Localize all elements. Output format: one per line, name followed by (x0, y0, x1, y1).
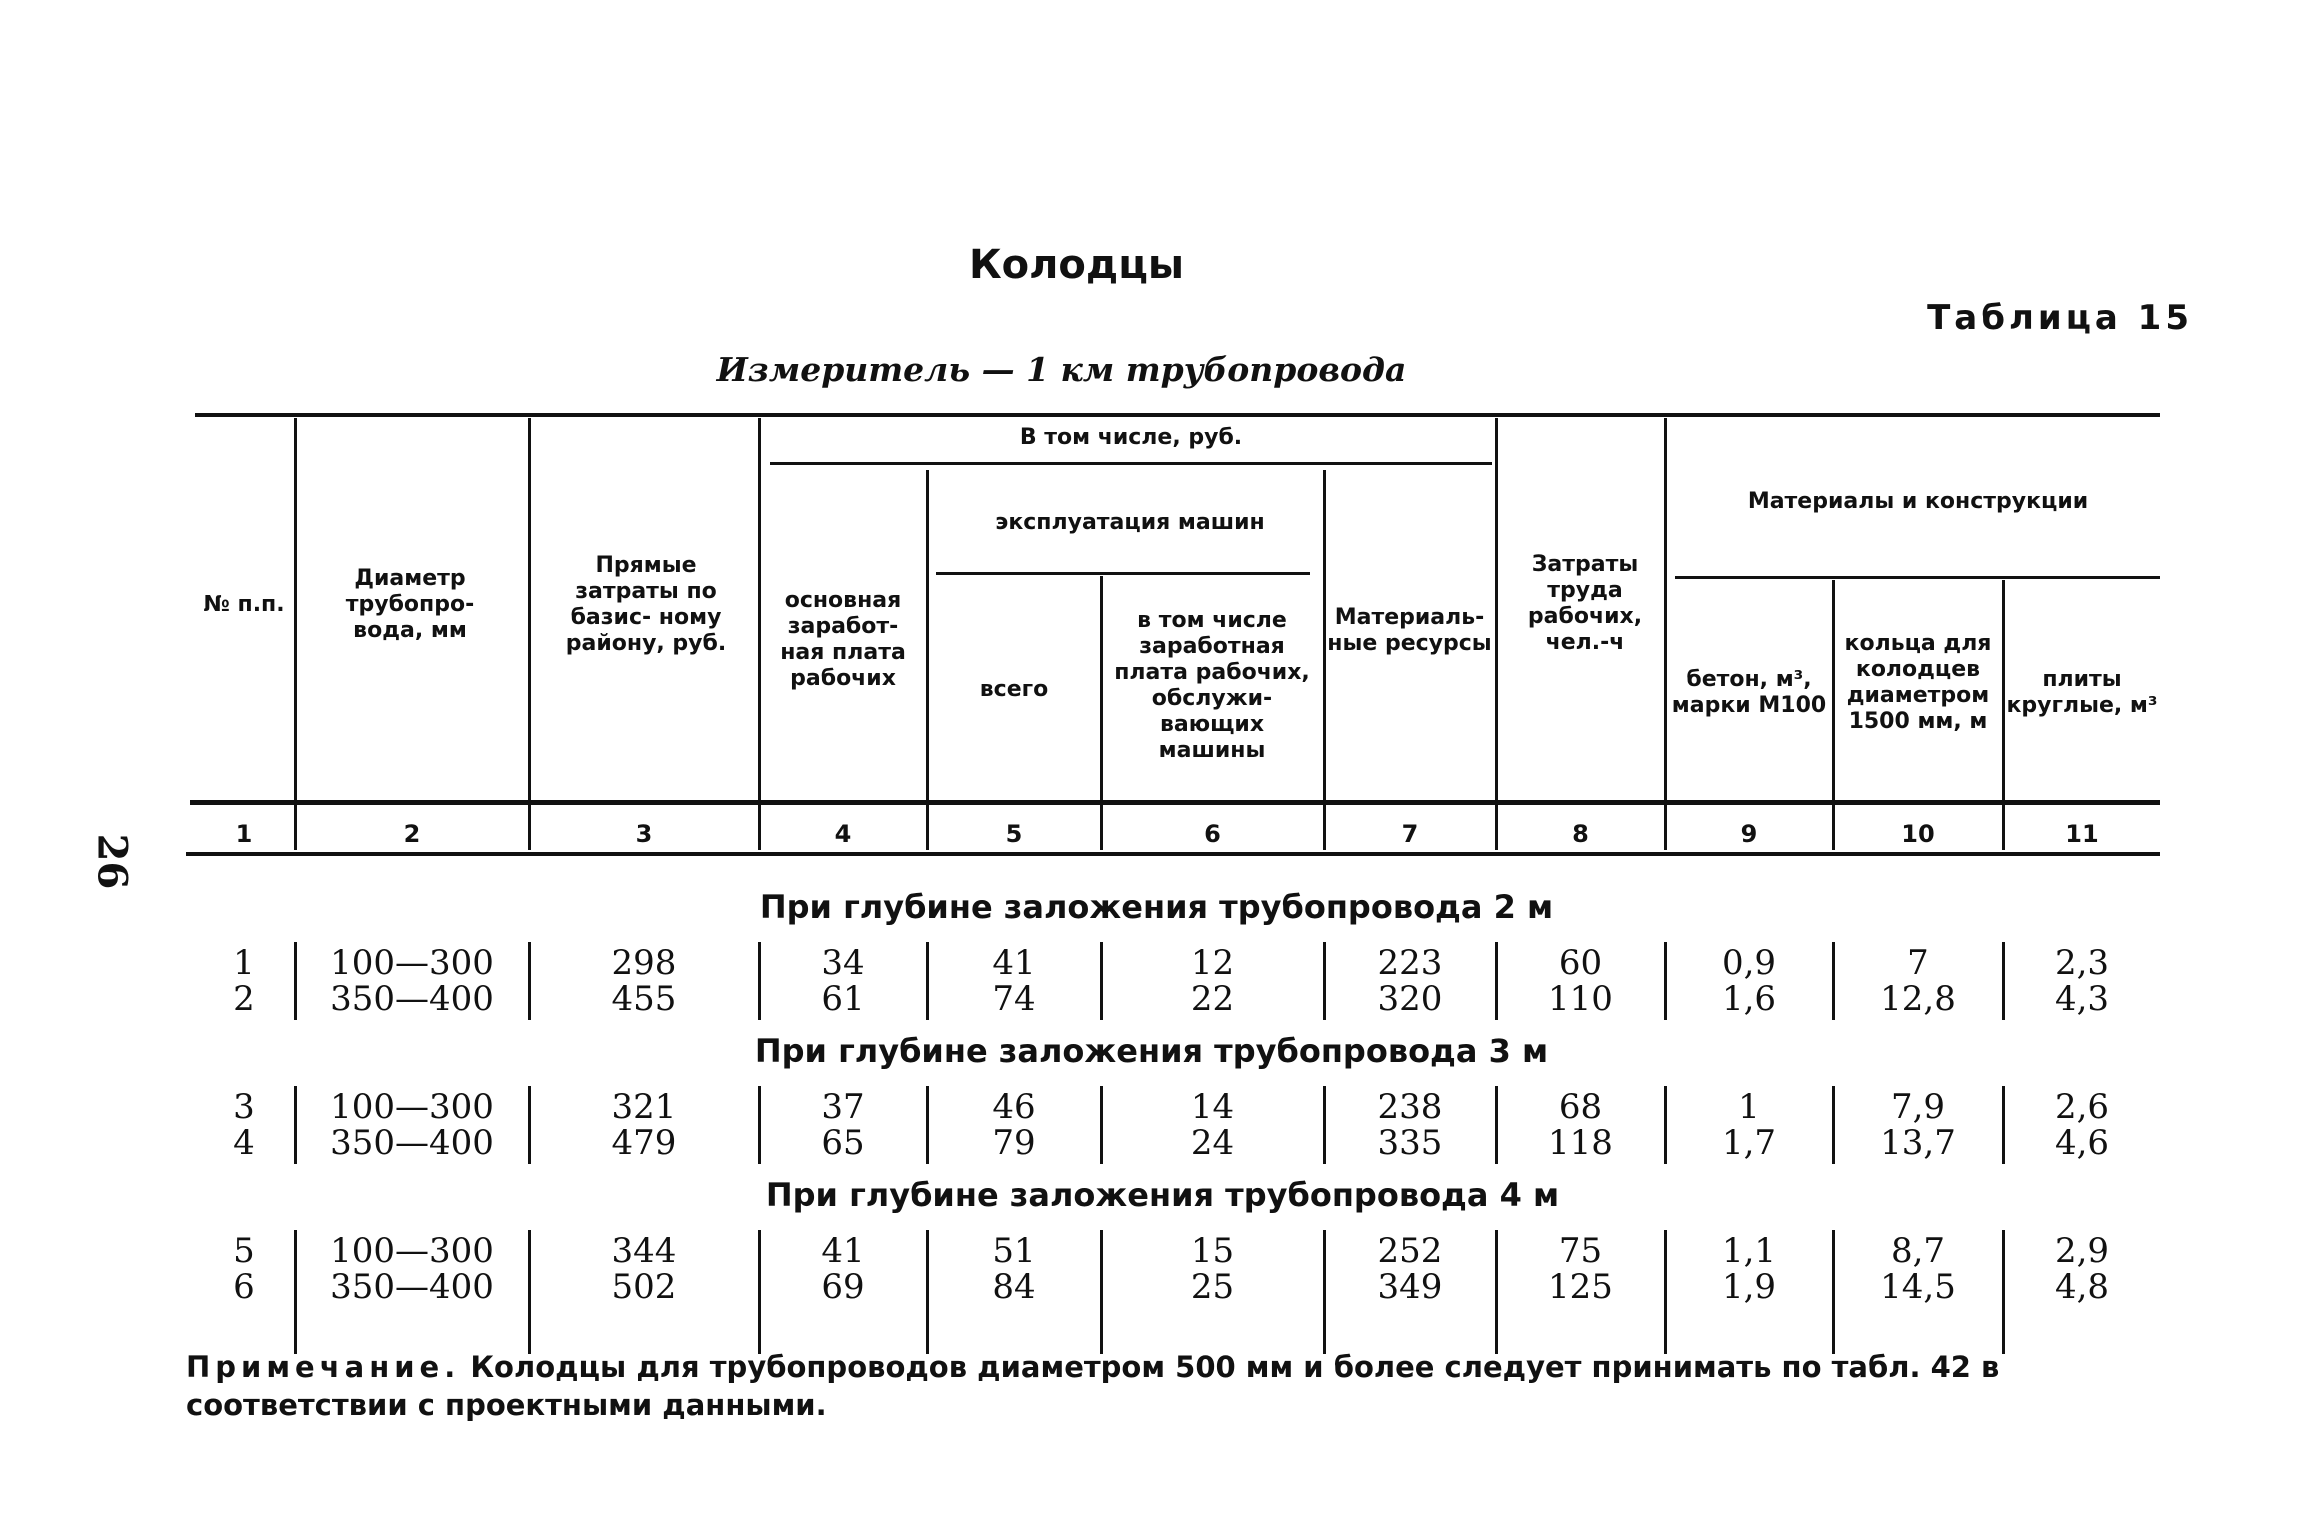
body-vline (1832, 1230, 1835, 1354)
body-vline (2002, 1086, 2005, 1164)
table-cell: 335 (1377, 1123, 1443, 1163)
table-cell: 24 (1190, 1123, 1235, 1163)
table-cell: 320 (1377, 979, 1443, 1019)
table-cell: 3 (233, 1087, 255, 1127)
table-cell: 223 (1377, 943, 1443, 983)
header-concrete: бетон, м³, марки М100 (1671, 667, 1827, 718)
table-cell: 1,7 (1721, 1123, 1777, 1163)
table-cell: 455 (611, 979, 677, 1019)
body-vline (758, 1230, 761, 1354)
header-machines-total: всего (979, 677, 1049, 702)
header-group-materials: Материалы и конструкции (1747, 489, 2089, 514)
footnote-text: Колодцы для трубопроводов диаметром 500 мм и более следует принимать по табл. 42 в соответствии с проектными данными. (186, 1350, 2000, 1422)
table-cell: 7 (1907, 943, 1929, 983)
table-cell: 118 (1548, 1123, 1613, 1163)
table-cell: 100—300 (330, 943, 494, 983)
table-top-rule (195, 413, 2160, 417)
table-cell: 25 (1190, 1267, 1235, 1307)
table-unit-caption: Измеритель — 1 км трубопровода (716, 350, 1407, 389)
header-bottom-rule (190, 800, 2160, 805)
hdr-vline-4 (926, 470, 929, 850)
table-cell: 4,6 (2054, 1123, 2110, 1163)
table-cell: 100—300 (330, 1231, 494, 1271)
table-cell: 4 (233, 1123, 255, 1163)
colnum-2: 2 (403, 820, 421, 848)
table-cell: 350—400 (330, 979, 494, 1019)
body-vline (1323, 1230, 1326, 1354)
colnum-10: 10 (1901, 820, 1935, 848)
section-title-depth-4m: При глубине заложения трубопровода 4 м (765, 1176, 1560, 1214)
header-direct-costs: Прямые затраты по базис- ному району, руб. (565, 553, 727, 656)
table-cell: 350—400 (330, 1267, 494, 1307)
table-cell: 75 (1558, 1231, 1603, 1271)
colnum-6: 6 (1204, 820, 1221, 848)
group-rub-rule (770, 462, 1492, 465)
table-cell: 502 (611, 1267, 677, 1307)
table-cell: 74 (992, 979, 1036, 1019)
table-cell: 298 (611, 943, 677, 983)
body-vline (1495, 1086, 1498, 1164)
body-vline (1664, 942, 1667, 1020)
header-labor-costs: Затраты труда рабочих, чел.-ч (1527, 552, 1643, 655)
header-rings: кольца для колодцев диаметром 1500 мм, м (1844, 631, 1992, 734)
table-cell: 69 (821, 1267, 865, 1307)
footnote-label: Примечание. (186, 1350, 461, 1384)
hdr-vline-2 (528, 418, 531, 850)
table-cell: 4,3 (2054, 979, 2110, 1019)
table-cell: 125 (1548, 1267, 1613, 1307)
colnum-bottom-rule (186, 852, 2160, 856)
table-cell: 238 (1377, 1087, 1443, 1127)
table-cell: 1,6 (1721, 979, 1777, 1019)
table-cell: 252 (1377, 1231, 1443, 1271)
hdr-vline-10 (2002, 580, 2005, 850)
table-cell: 13,7 (1880, 1123, 1956, 1163)
table-cell: 14 (1190, 1087, 1235, 1127)
body-vline (2002, 942, 2005, 1020)
table-cell: 2 (233, 979, 255, 1019)
table-cell: 12,8 (1880, 979, 1956, 1019)
body-vline (1664, 1086, 1667, 1164)
body-vline (2002, 1230, 2005, 1354)
body-vline (926, 1086, 929, 1164)
hdr-vline-5 (1100, 576, 1103, 850)
body-vline (528, 1230, 531, 1354)
colnum-3: 3 (635, 820, 653, 848)
table-cell: 46 (992, 1087, 1036, 1127)
header-base-wages: основная заработ- ная плата рабочих (780, 588, 906, 691)
colnum-11: 11 (2065, 820, 2099, 848)
footnote (186, 1348, 2196, 1424)
table-cell: 41 (992, 943, 1036, 983)
table-cell: 12 (1190, 943, 1235, 983)
table-cell: 15 (1190, 1231, 1235, 1271)
table-cell: 2,9 (2054, 1231, 2110, 1271)
body-vline (528, 942, 531, 1020)
table-cell: 4,8 (2054, 1267, 2110, 1307)
table-cell: 41 (821, 1231, 865, 1271)
table-cell: 5 (233, 1231, 255, 1271)
section-title-depth-3m: При глубине заложения трубопровода 3 м (754, 1032, 1549, 1070)
table-cell: 2,3 (2054, 943, 2110, 983)
table-cell: 344 (611, 1231, 677, 1271)
table-cell: 84 (992, 1267, 1036, 1307)
table-cell: 79 (992, 1123, 1036, 1163)
colnum-1: 1 (235, 820, 253, 848)
table-cell: 350—400 (330, 1123, 494, 1163)
table-cell: 8,7 (1890, 1231, 1946, 1271)
table-cell: 51 (992, 1231, 1036, 1271)
table-cell: 7,9 (1890, 1087, 1946, 1127)
hdr-vline-8 (1664, 418, 1667, 850)
body-vline (1664, 1230, 1667, 1354)
table-cell: 34 (821, 943, 865, 983)
table-cell: 0,9 (1721, 943, 1777, 983)
body-vline (1832, 1086, 1835, 1164)
body-vline (294, 1230, 297, 1354)
body-vline (926, 1230, 929, 1354)
table-cell: 68 (1558, 1087, 1603, 1127)
table-cell: 1 (1738, 1087, 1760, 1127)
header-machine-operator-wages: в том числе заработная плата рабочих, обслужи- вающих машины (1114, 608, 1310, 763)
group-materials-rule (1675, 576, 2160, 579)
colnum-7: 7 (1401, 820, 1419, 848)
header-group-rub: В том числе, руб. (1019, 425, 1243, 450)
header-round-slabs: плиты круглые, м³ (2006, 667, 2158, 718)
body-vline (758, 1086, 761, 1164)
table-cell: 37 (821, 1087, 865, 1127)
table-cell: 349 (1377, 1267, 1443, 1307)
body-vline (528, 1086, 531, 1164)
header-diameter: Диаметр трубопро- вода, мм (345, 566, 475, 643)
body-vline (1100, 1230, 1103, 1354)
hdr-vline-1 (294, 418, 297, 850)
hdr-vline-7 (1495, 418, 1498, 850)
header-col-number: № п.п. (203, 592, 285, 617)
body-vline (1832, 942, 1835, 1020)
colnum-4: 4 (834, 820, 852, 848)
body-vline (294, 942, 297, 1020)
body-vline (1100, 1086, 1103, 1164)
hdr-vline-3 (758, 418, 761, 850)
body-vline (1495, 942, 1498, 1020)
table-cell: 61 (821, 979, 865, 1019)
table-cell: 110 (1548, 979, 1613, 1019)
table-cell: 321 (611, 1087, 677, 1127)
page-number: 26 (88, 833, 136, 890)
body-vline (1323, 1086, 1326, 1164)
body-vline (294, 1086, 297, 1164)
header-material-resources: Материаль- ные ресурсы (1327, 605, 1492, 656)
page-title: Колодцы (968, 242, 1185, 288)
colnum-9: 9 (1740, 820, 1758, 848)
body-vline (758, 942, 761, 1020)
header-group-machines: эксплуатация машин (995, 510, 1265, 535)
table-cell: 22 (1190, 979, 1235, 1019)
table-cell: 1,1 (1721, 1231, 1777, 1271)
group-machines-rule (936, 572, 1310, 575)
table-cell: 1 (233, 943, 255, 983)
body-vline (1323, 942, 1326, 1020)
body-vline (926, 942, 929, 1020)
body-vline (1495, 1230, 1498, 1354)
table-cell: 2,6 (2054, 1087, 2110, 1127)
table-cell: 14,5 (1880, 1267, 1956, 1307)
colnum-8: 8 (1572, 820, 1589, 848)
colnum-5: 5 (1005, 820, 1023, 848)
hdr-vline-9 (1832, 580, 1835, 850)
table-cell: 479 (611, 1123, 677, 1163)
section-title-depth-2m: При глубине заложения трубопровода 2 м (759, 888, 1554, 926)
table-cell: 1,9 (1721, 1267, 1777, 1307)
body-vline (1100, 942, 1103, 1020)
table-label: Таблица 15 (1927, 298, 2193, 338)
table-cell: 65 (821, 1123, 865, 1163)
table-cell: 6 (233, 1267, 255, 1307)
table-cell: 60 (1558, 943, 1603, 983)
table-cell: 100—300 (330, 1087, 494, 1127)
